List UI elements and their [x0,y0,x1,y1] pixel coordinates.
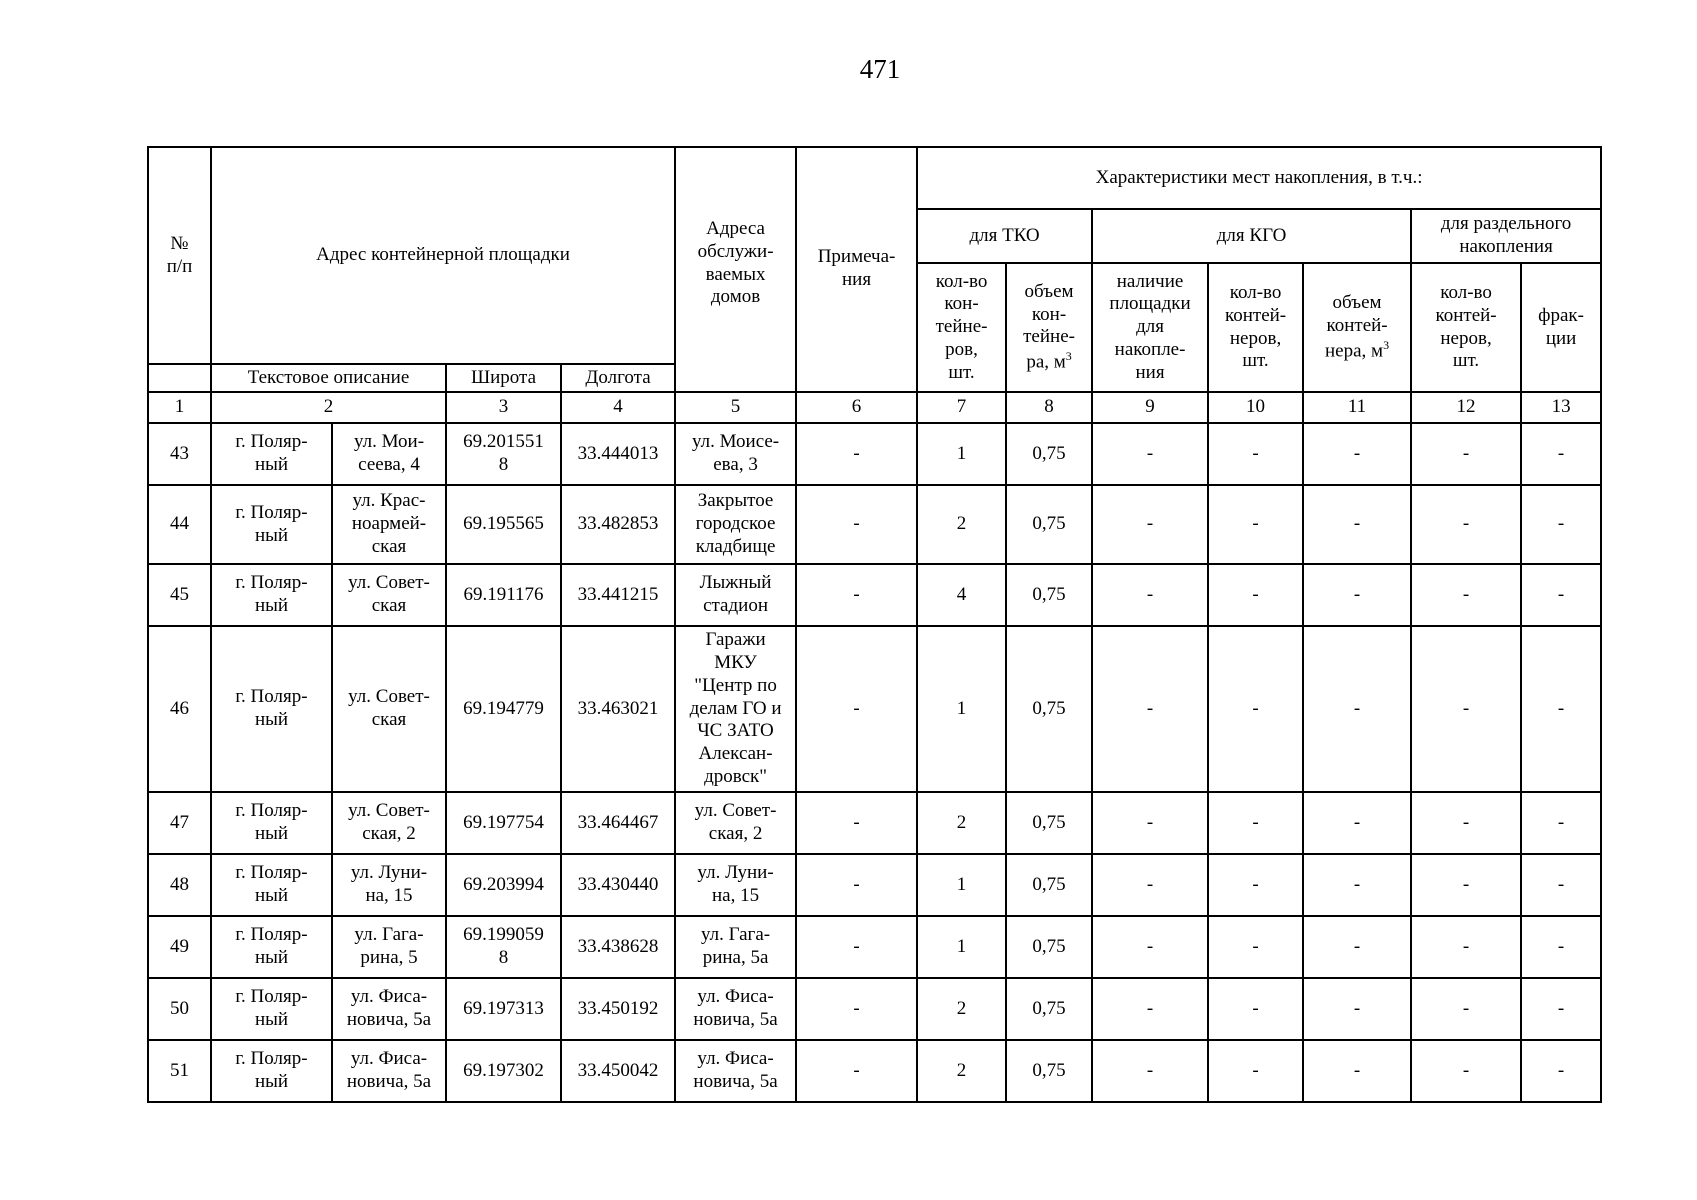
cell-street: ул. Совет- ская, 2 [332,792,446,854]
cell-latitude: 69.197313 [446,978,561,1040]
cell-kgo-site: - [1092,792,1208,854]
cell-sep-count: - [1411,1040,1521,1102]
cell-sep-count: - [1411,626,1521,792]
header-sep-fractions: фрак- ции [1521,263,1601,392]
cell-tko-volume: 0,75 [1006,792,1092,854]
header-address-group: Адрес контейнерной площадки [211,147,675,364]
header-kgo-site: наличие площадки для накопле- ния [1092,263,1208,392]
cell-served: ул. Фиса- новича, 5а [675,1040,796,1102]
cell-sep-fractions: - [1521,854,1601,916]
header-num-empty [148,364,211,392]
column-number: 7 [917,392,1006,423]
cell-city: г. Поляр- ный [211,626,332,792]
cell-street: ул. Луни- на, 15 [332,854,446,916]
cell-note: - [796,423,917,485]
cell-street: ул. Фиса- новича, 5а [332,1040,446,1102]
cell-kgo-volume: - [1303,978,1411,1040]
cell-latitude: 69.203994 [446,854,561,916]
table-row [148,485,1601,564]
cell-latitude: 69.197754 [446,792,561,854]
cell-sep-fractions: - [1521,626,1601,792]
cell-num: 45 [148,564,211,626]
cell-kgo-count: - [1208,854,1303,916]
cell-city: г. Поляр- ный [211,916,332,978]
cell-tko-count: 2 [917,792,1006,854]
cell-tko-count: 2 [917,485,1006,564]
cube-superscript: 3 [1065,349,1072,364]
cell-street: ул. Фиса- новича, 5а [332,978,446,1040]
cell-tko-count: 1 [917,423,1006,485]
column-number: 11 [1303,392,1411,423]
cell-num: 48 [148,854,211,916]
table-row [148,626,1601,792]
header-notes: Примеча- ния [796,147,917,392]
column-number: 6 [796,392,917,423]
cell-sep-fractions: - [1521,978,1601,1040]
cell-street: ул. Совет- ская [332,564,446,626]
table-header [148,147,1601,423]
cell-note: - [796,626,917,792]
cell-city: г. Поляр- ный [211,564,332,626]
cell-city: г. Поляр- ный [211,1040,332,1102]
cell-latitude: 69.191176 [446,564,561,626]
cell-kgo-volume: - [1303,423,1411,485]
column-number: 1 [148,392,211,423]
cell-city: г. Поляр- ный [211,423,332,485]
cell-served: Гаражи МКУ "Центр по делам ГО и ЧС ЗАТО Алексан- дровск" [675,626,796,792]
header-kgo-volume-text: объем контей- нера, м [1325,292,1388,362]
cell-note: - [796,485,917,564]
cell-tko-volume: 0,75 [1006,564,1092,626]
cell-note: - [796,564,917,626]
cell-city: г. Поляр- ный [211,792,332,854]
table-row [148,564,1601,626]
cell-sep-count: - [1411,916,1521,978]
header-tko: для ТКО [917,209,1092,263]
cell-sep-count: - [1411,978,1521,1040]
cell-street: ул. Крас- ноармей- ская [332,485,446,564]
cell-longitude: 33.463021 [561,626,675,792]
cell-kgo-count: - [1208,626,1303,792]
page-number: 471 [859,54,901,84]
column-number-row [148,392,1601,423]
cell-served: Закрытое городское кладбище [675,485,796,564]
cell-latitude: 69.201551 8 [446,423,561,485]
cell-num: 43 [148,423,211,485]
cell-tko-volume: 0,75 [1006,1040,1092,1102]
cell-sep-count: - [1411,564,1521,626]
cell-num: 51 [148,1040,211,1102]
header-num: № п/п [148,147,211,364]
column-number: 8 [1006,392,1092,423]
cell-tko-volume: 0,75 [1006,916,1092,978]
cube-superscript: 3 [1383,337,1390,352]
column-number: 9 [1092,392,1208,423]
cell-kgo-site: - [1092,854,1208,916]
header-latitude: Широта [446,364,561,392]
column-number: 3 [446,392,561,423]
column-number: 2 [211,392,446,423]
header-tko-volume-text: объем кон- тейне- ра, м [1023,280,1075,373]
cell-kgo-site: - [1092,626,1208,792]
cell-num: 46 [148,626,211,792]
cell-tko-volume: 0,75 [1006,626,1092,792]
cell-sep-count: - [1411,854,1521,916]
cell-latitude: 69.194779 [446,626,561,792]
cell-tko-count: 1 [917,916,1006,978]
cell-city: г. Поляр- ный [211,854,332,916]
cell-note: - [796,978,917,1040]
cell-num: 49 [148,916,211,978]
cell-tko-count: 2 [917,978,1006,1040]
cell-tko-count: 1 [917,626,1006,792]
cell-longitude: 33.430440 [561,854,675,916]
header-separate: для раздельного накопления [1411,209,1601,263]
header-kgo-count: кол-во контей- неров, шт. [1208,263,1303,392]
cell-sep-count: - [1411,423,1521,485]
cell-kgo-count: - [1208,1040,1303,1102]
header-longitude: Долгота [561,364,675,392]
cell-city: г. Поляр- ный [211,485,332,564]
cell-street: ул. Мои- сеева, 4 [332,423,446,485]
column-number: 12 [1411,392,1521,423]
cell-kgo-site: - [1092,916,1208,978]
cell-kgo-site: - [1092,564,1208,626]
cell-num: 50 [148,978,211,1040]
header-text-description: Текстовое описание [211,364,446,392]
table-row [148,1040,1601,1102]
cell-note: - [796,1040,917,1102]
cell-sep-fractions: - [1521,792,1601,854]
cell-kgo-count: - [1208,485,1303,564]
header-kgo-volume [1303,263,1411,392]
cell-tko-volume: 0,75 [1006,978,1092,1040]
header-kgo: для КГО [1092,209,1411,263]
cell-kgo-count: - [1208,564,1303,626]
cell-longitude: 33.482853 [561,485,675,564]
table-row [148,792,1601,854]
cell-kgo-volume: - [1303,854,1411,916]
cell-served: ул. Совет- ская, 2 [675,792,796,854]
column-number: 13 [1521,392,1601,423]
cell-kgo-site: - [1092,485,1208,564]
column-number: 4 [561,392,675,423]
cell-kgo-volume: - [1303,792,1411,854]
header-served-addresses: Адреса обслужи- ваемых домов [675,147,796,392]
cell-longitude: 33.464467 [561,792,675,854]
table-row [148,854,1601,916]
cell-longitude: 33.450042 [561,1040,675,1102]
cell-latitude: 69.197302 [446,1040,561,1102]
table-body [148,423,1601,1102]
cell-street: ул. Совет- ская [332,626,446,792]
header-sep-count: кол-во контей- неров, шт. [1411,263,1521,392]
cell-sep-count: - [1411,485,1521,564]
cell-note: - [796,792,917,854]
cell-city: г. Поляр- ный [211,978,332,1040]
cell-kgo-count: - [1208,916,1303,978]
cell-kgo-volume: - [1303,485,1411,564]
container-sites-table [147,146,1602,1103]
cell-sep-fractions: - [1521,485,1601,564]
cell-tko-count: 1 [917,854,1006,916]
cell-latitude: 69.199059 8 [446,916,561,978]
cell-tko-volume: 0,75 [1006,423,1092,485]
cell-sep-count: - [1411,792,1521,854]
cell-sep-fractions: - [1521,916,1601,978]
cell-note: - [796,854,917,916]
cell-num: 44 [148,485,211,564]
cell-kgo-volume: - [1303,1040,1411,1102]
cell-kgo-count: - [1208,978,1303,1040]
header-tko-count: кол-во кон- тейне- ров, шт. [917,263,1006,392]
header-tko-volume [1006,263,1092,392]
cell-served: Лыжный стадион [675,564,796,626]
cell-num: 47 [148,792,211,854]
cell-longitude: 33.441215 [561,564,675,626]
table-row [148,978,1601,1040]
cell-tko-volume: 0,75 [1006,854,1092,916]
cell-tko-volume: 0,75 [1006,485,1092,564]
cell-sep-fractions: - [1521,1040,1601,1102]
cell-tko-count: 2 [917,1040,1006,1102]
cell-served: ул. Луни- на, 15 [675,854,796,916]
cell-tko-count: 4 [917,564,1006,626]
cell-street: ул. Гага- рина, 5 [332,916,446,978]
cell-kgo-volume: - [1303,564,1411,626]
header-characteristics: Характеристики мест накопления, в т.ч.: [917,147,1601,209]
cell-served: ул. Гага- рина, 5а [675,916,796,978]
column-number: 10 [1208,392,1303,423]
cell-note: - [796,916,917,978]
column-number: 5 [675,392,796,423]
cell-sep-fractions: - [1521,423,1601,485]
cell-kgo-site: - [1092,978,1208,1040]
cell-kgo-volume: - [1303,916,1411,978]
cell-served: ул. Фиса- новича, 5а [675,978,796,1040]
table-row [148,423,1601,485]
cell-kgo-count: - [1208,792,1303,854]
cell-kgo-volume: - [1303,626,1411,792]
cell-longitude: 33.444013 [561,423,675,485]
cell-kgo-count: - [1208,423,1303,485]
cell-sep-fractions: - [1521,564,1601,626]
cell-kgo-site: - [1092,1040,1208,1102]
cell-served: ул. Моисе- ева, 3 [675,423,796,485]
cell-latitude: 69.195565 [446,485,561,564]
cell-longitude: 33.438628 [561,916,675,978]
cell-kgo-site: - [1092,423,1208,485]
cell-longitude: 33.450192 [561,978,675,1040]
table-row [148,916,1601,978]
